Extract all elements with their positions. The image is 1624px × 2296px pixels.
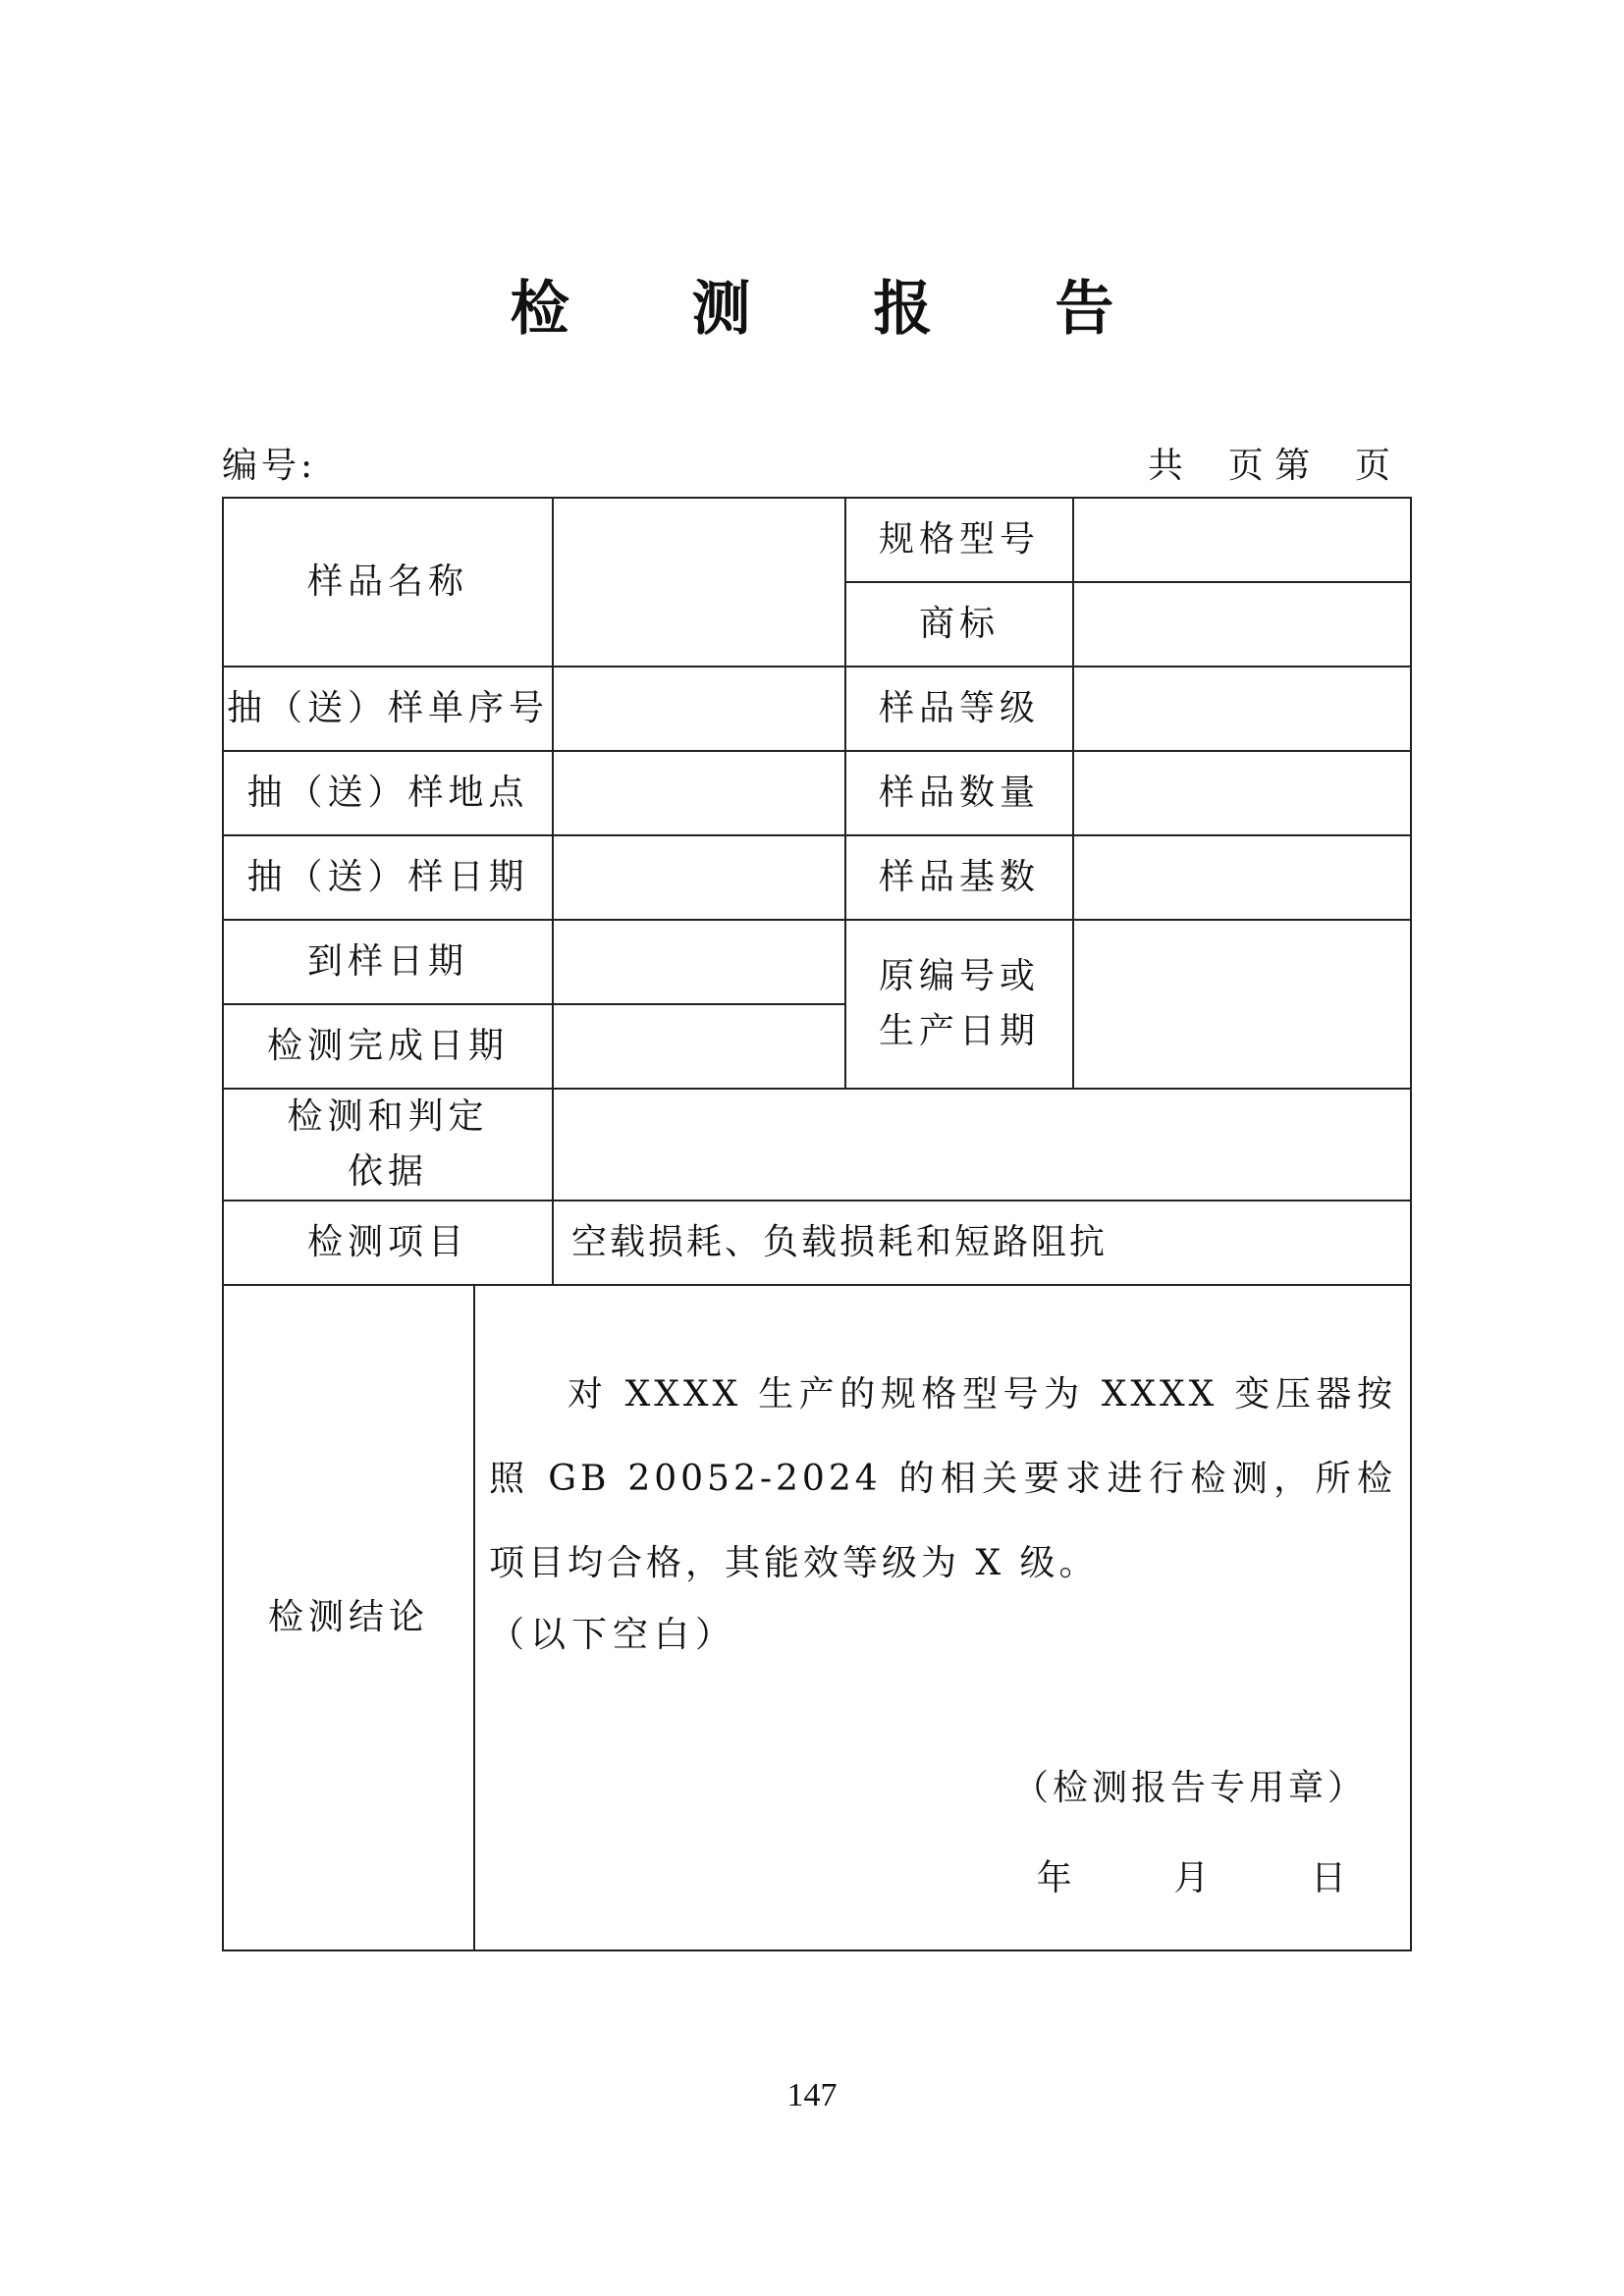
original-no-value: [1073, 920, 1411, 1089]
basis-label: [223, 1089, 553, 1201]
order-no-label: 抽（送）样单序号: [223, 667, 553, 751]
sampling-date-label: 抽（送）样日期: [223, 835, 553, 920]
conclusion-cell: [474, 1285, 1411, 1950]
completion-date-label: 检测完成日期: [223, 1004, 553, 1089]
sampling-date-value: [553, 835, 845, 920]
report-number-label: 编号:: [222, 446, 317, 486]
location-label: 抽（送）样地点: [223, 751, 553, 835]
sample-name-label: 样品名称: [223, 498, 553, 667]
arrival-date-value: [553, 920, 845, 1004]
items-value: 空载损耗、负载损耗和短路阻抗: [553, 1201, 1411, 1285]
original-no-label-line1: 原编号或: [879, 956, 1041, 996]
grade-label: 样品等级: [845, 667, 1073, 751]
trademark-label: 商标: [845, 582, 1073, 667]
order-no-value: [553, 667, 845, 751]
original-no-label: [845, 920, 1073, 1089]
completion-date-value: [553, 1004, 845, 1089]
report-title: 检 测 报 告: [510, 275, 1165, 344]
sample-name-value: [553, 498, 845, 667]
conclusion-label: 检测结论: [223, 1285, 474, 1950]
original-no-label-line2: 生产日期: [879, 1011, 1041, 1051]
conclusion-text: 对 XXXX 生产的规格型号为 XXXX 变压器按照 GB 20052-2024 的相关要求进行检测，所检项目均合格，其能效等级为 X 级。: [489, 1374, 1397, 1583]
location-value: [553, 751, 845, 835]
spec-model-value: [1073, 498, 1411, 582]
date-line: 年 月 日: [1036, 1858, 1352, 1898]
basis-value: [553, 1089, 1411, 1201]
basis-label-line1: 检测和判定: [287, 1096, 489, 1137]
report-table: [222, 497, 1412, 1951]
quantity-label: 样品数量: [845, 751, 1073, 835]
grade-value: [1073, 667, 1411, 751]
base-value: [1073, 835, 1411, 920]
trademark-value: [1073, 582, 1411, 667]
quantity-value: [1073, 751, 1411, 835]
page-count-label: 共 页 第 页: [1148, 446, 1390, 486]
seal-note: （检测报告专用章）: [1013, 1768, 1368, 1808]
basis-label-line2: 依据: [348, 1151, 429, 1192]
blank-note: （以下空白）: [489, 1615, 737, 1655]
arrival-date-label: 到样日期: [223, 920, 553, 1004]
spec-model-label: 规格型号: [845, 498, 1073, 582]
page-number: 147: [786, 2077, 838, 2113]
items-label: 检测项目: [223, 1201, 553, 1285]
base-label: 样品基数: [845, 835, 1073, 920]
